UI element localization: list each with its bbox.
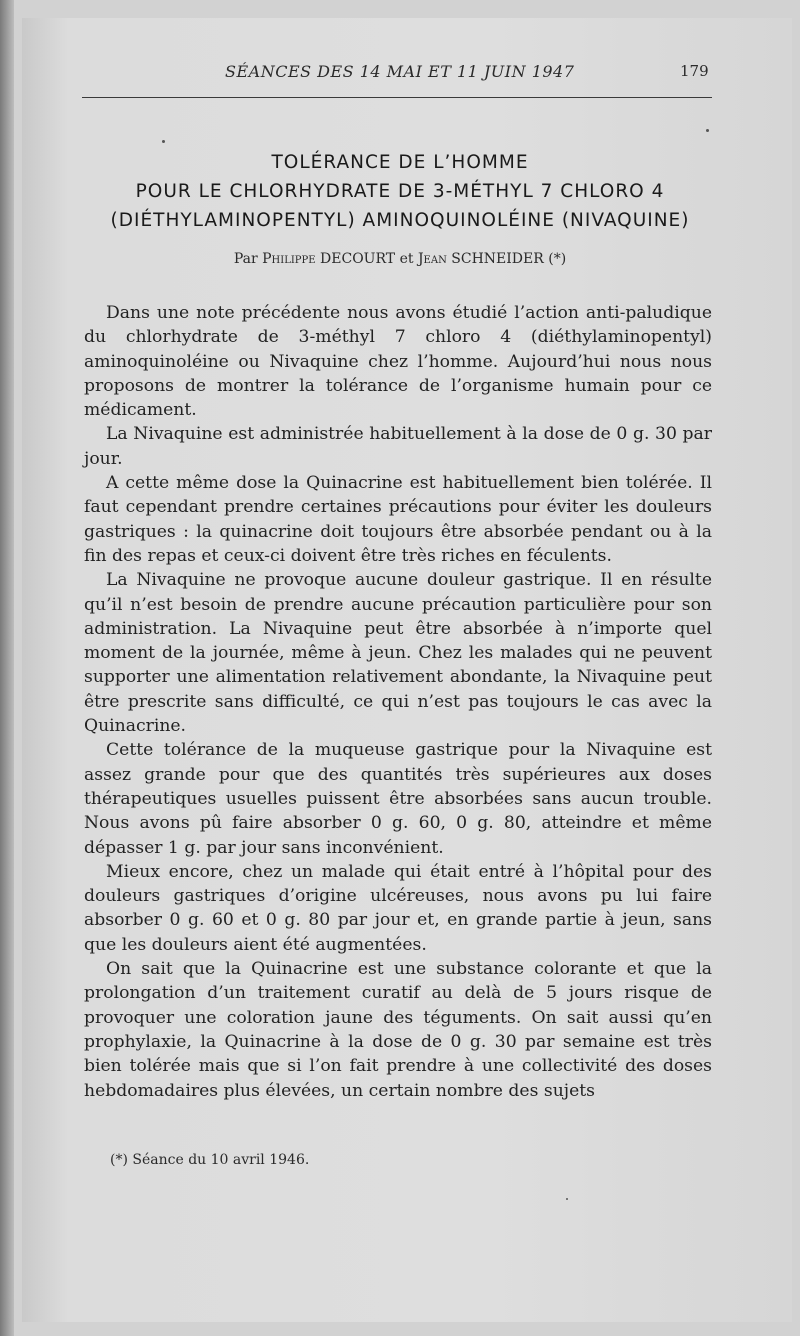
title-line-1: TOLÉRANCE DE L’HOMME xyxy=(271,152,529,173)
byline-et: et xyxy=(399,251,414,267)
title-line-2: POUR LE CHLORHYDRATE DE 3-MÉTHYL 7 CHLORO 4 xyxy=(135,181,665,202)
paragraph-4: La Nivaquine ne provoque aucune douleur gastrique. Il en résulte qu’il n’est besoin de prendre aucune précaution particulière pour son administration. La Nivaquine peut être absorbée à n’importe quel moment de la journée, même à jeun. Chez les malades qui ne peuvent supporter une alimentation relativement abondante, la Nivaquine peut être prescrite sans difficulté, ce qui n’est pas toujours le cas avec la Quinacrine. xyxy=(84,570,712,737)
paragraph-1: Dans une note précédente nous avons étudié l’action anti-paludique du chlorhydrate de 3-méthyl 7 chloro 4 (diéthylaminopentyl) aminoquinoléine ou Nivaquine chez l’homme. Aujourd’hui nous nous proposons de montrer la tolérance de l’organisme humain pour ce médicament. xyxy=(84,303,712,421)
byline-par: Par xyxy=(233,251,258,267)
title-line-3: (DIÉTHYLAMINOPENTYL) AMINOQUINOLÉINE (NIVAQUINE) xyxy=(110,210,690,231)
author1-first-name: Philippe xyxy=(262,251,316,267)
paper-speck xyxy=(566,1198,568,1200)
author2-last-name: SCHNEIDER xyxy=(451,251,544,267)
paper-speck xyxy=(162,140,165,143)
footnote-marker: (*) xyxy=(548,251,567,267)
paper-speck xyxy=(706,129,709,132)
article-body xyxy=(84,301,712,1103)
paragraph-7: On sait que la Quinacrine est une substance colorante et que la prolongation d’un traitement curatif au delà de 5 jours risque de provoquer une coloration jaune des téguments. On sait aussi qu’en prophylaxie, la Quinacrine à la dose de 0 g. 30 par semaine est très bien tolérée mais que si l’on fait prendre à une collectivité des doses hebdomadaires plus élevées, un certain nombre des sujets xyxy=(84,959,712,1101)
paragraph-3: A cette même dose la Quinacrine est habituellement bien tolérée. Il faut cependant prendre certaines précautions pour éviter les douleurs gastriques : la quinacrine doit toujours être absorbée pendant ou à la fin des repas et ceux-ci doivent être très riches en féculents. xyxy=(84,473,712,566)
header-rule xyxy=(82,97,712,98)
footnote: (*) Séance du 10 avril 1946. xyxy=(110,1152,310,1168)
page-number: 179 xyxy=(680,62,709,80)
book-gutter-edge xyxy=(0,0,14,1336)
article-title xyxy=(60,148,740,235)
running-header xyxy=(0,62,800,86)
byline xyxy=(0,251,800,267)
running-title: SÉANCES DES 14 MAI ET 11 JUIN 1947 xyxy=(225,62,575,81)
author1-last-name: DECOURT xyxy=(320,251,396,267)
paragraph-2: La Nivaquine est administrée habituellement à la dose de 0 g. 30 par jour. xyxy=(84,424,712,469)
paragraph-5: Cette tolérance de la muqueuse gastrique pour la Nivaquine est assez grande pour que des quantités très supérieures aux doses thérapeutiques usuelles puissent être absorbées sans aucun trouble. Nous avons pû faire absorber 0 g. 60, 0 g. 80, atteindre et même dépasser 1 g. par jour sans inconvénient. xyxy=(84,740,712,858)
author2-first-name: Jean xyxy=(417,251,447,267)
paragraph-6: Mieux encore, chez un malade qui était entré à l’hôpital pour des douleurs gastriques d’origine ulcéreuses, nous avons pu lui faire absorber 0 g. 60 et 0 g. 80 par jour et, en grande partie à jeun, sans que les douleurs aient été augmentées. xyxy=(84,861,712,955)
